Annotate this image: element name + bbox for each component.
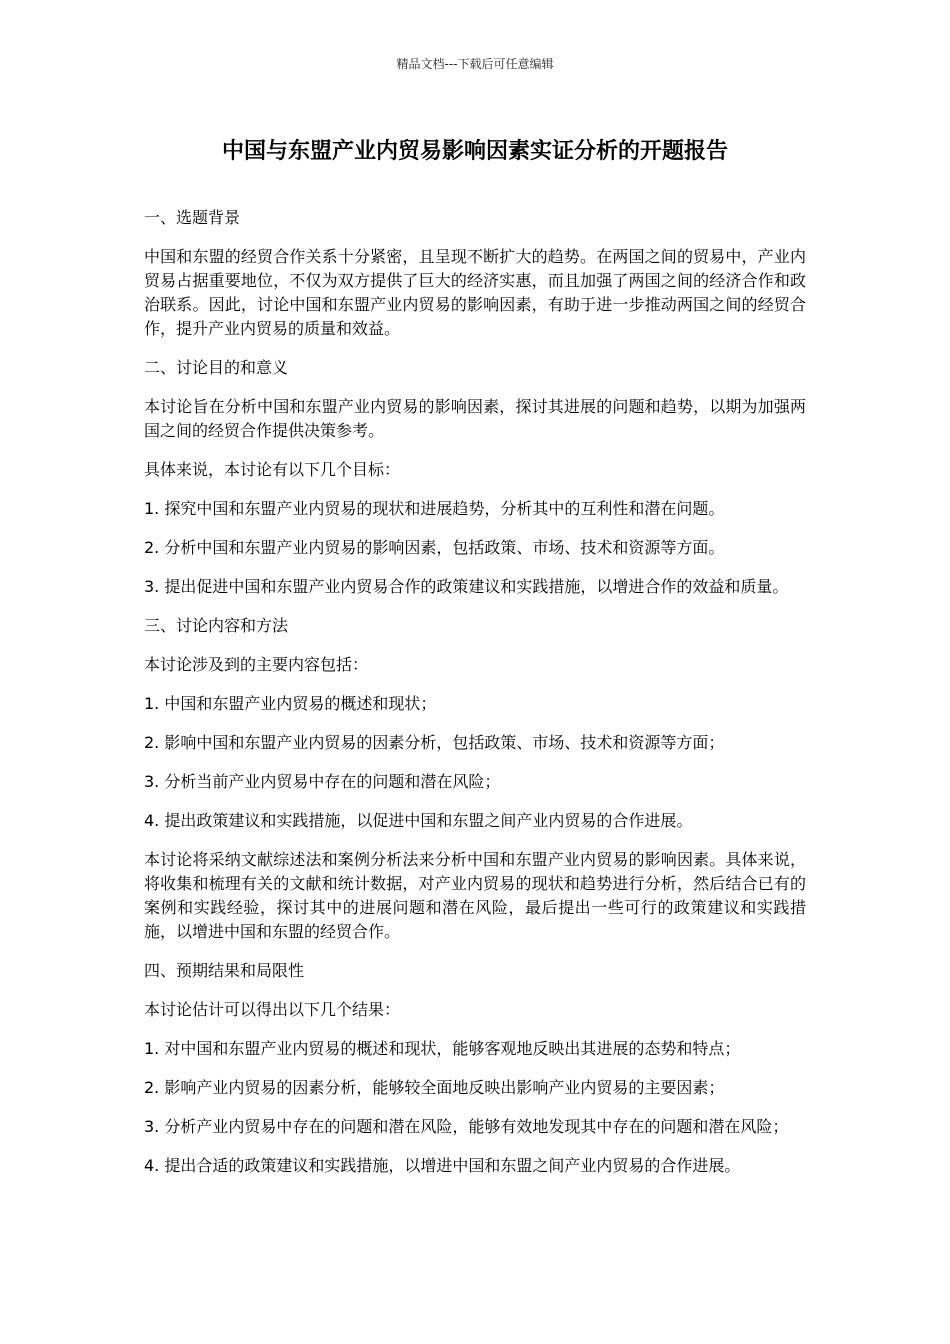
content-item-1: 1. 中国和东盟产业内贸易的概述和现状；: [144, 694, 437, 713]
paragraph-results-intro: 本讨论估计可以得出以下几个结果：: [144, 1000, 401, 1019]
result-item-4: 4. 提出合适的政策建议和实践措施，以增进中国和东盟之间产业内贸易的合作进展。: [144, 1156, 741, 1175]
content-item-3: 3. 分析当前产业内贸易中存在的问题和潜在风险；: [144, 772, 501, 791]
paragraph-method: 本讨论将采纳文献综述法和案例分析法来分析中国和东盟产业内贸易的影响因素。具体来说，将收集和梳理有关的文献和统计数据，对产业内贸易的现状和趋势进行分析，然后结合已有的案例和实践经验，探讨其中的进展问题和潜在风险，最后提出一些可行的政策建议和实践措施，以增进中国和东盟的经贸合作。: [144, 850, 806, 941]
goal-item-2: 2. 分析中国和东盟产业内贸易的影响因素，包括政策、市场、技术和资源等方面。: [144, 538, 725, 557]
goal-item-1: 1. 探究中国和东盟产业内贸易的现状和进展趋势，分析其中的互利性和潜在问题。: [144, 499, 725, 518]
paragraph-goals-intro: 具体来说，本讨论有以下几个目标：: [144, 460, 401, 479]
section-heading-purpose: 二、讨论目的和意义: [144, 358, 289, 377]
document-body: [144, 206, 806, 1193]
header-note: 精品文档---下载后可任意编辑: [396, 57, 554, 71]
section-heading-results-limitations: 四、预期结果和局限性: [144, 961, 305, 980]
paragraph-purpose: 本讨论旨在分析中国和东盟产业内贸易的影响因素，探讨其进展的问题和趋势，以期为加强两国之间的经贸合作提供决策参考。: [144, 397, 806, 440]
section-heading-background: 一、选题背景: [144, 208, 241, 227]
document-title: 中国与东盟产业内贸易影响因素实证分析的开题报告: [221, 139, 728, 164]
result-item-3: 3. 分析产业内贸易中存在的问题和潜在风险，能够有效地发现其中存在的问题和潜在风险；: [144, 1117, 789, 1136]
result-item-2: 2. 影响产业内贸易的因素分析，能够较全面地反映出影响产业内贸易的主要因素；: [144, 1078, 725, 1097]
section-heading-content-method: 三、讨论内容和方法: [144, 616, 289, 635]
result-item-1: 1. 对中国和东盟产业内贸易的概述和现状，能够客观地反映出其进展的态势和特点；: [144, 1039, 741, 1058]
content-item-4: 4. 提出政策建议和实践措施，以促进中国和东盟之间产业内贸易的合作进展。: [144, 811, 693, 830]
goal-item-3: 3. 提出促进中国和东盟产业内贸易合作的政策建议和实践措施，以增进合作的效益和质量。: [144, 577, 789, 596]
paragraph-background: 中国和东盟的经贸合作关系十分紧密，且呈现不断扩大的趋势。在两国之间的贸易中，产业内贸易占据重要地位，不仅为双方提供了巨大的经济实惠，而且加强了两国之间的经济合作和政治联系。因此，讨论中国和东盟产业内贸易的影响因素，有助于进一步推动两国之间的经贸合作，提升产业内贸易的质量和效益。: [144, 247, 806, 338]
paragraph-content-intro: 本讨论涉及到的主要内容包括：: [144, 655, 369, 674]
content-item-2: 2. 影响中国和东盟产业内贸易的因素分析，包括政策、市场、技术和资源等方面；: [144, 733, 725, 752]
